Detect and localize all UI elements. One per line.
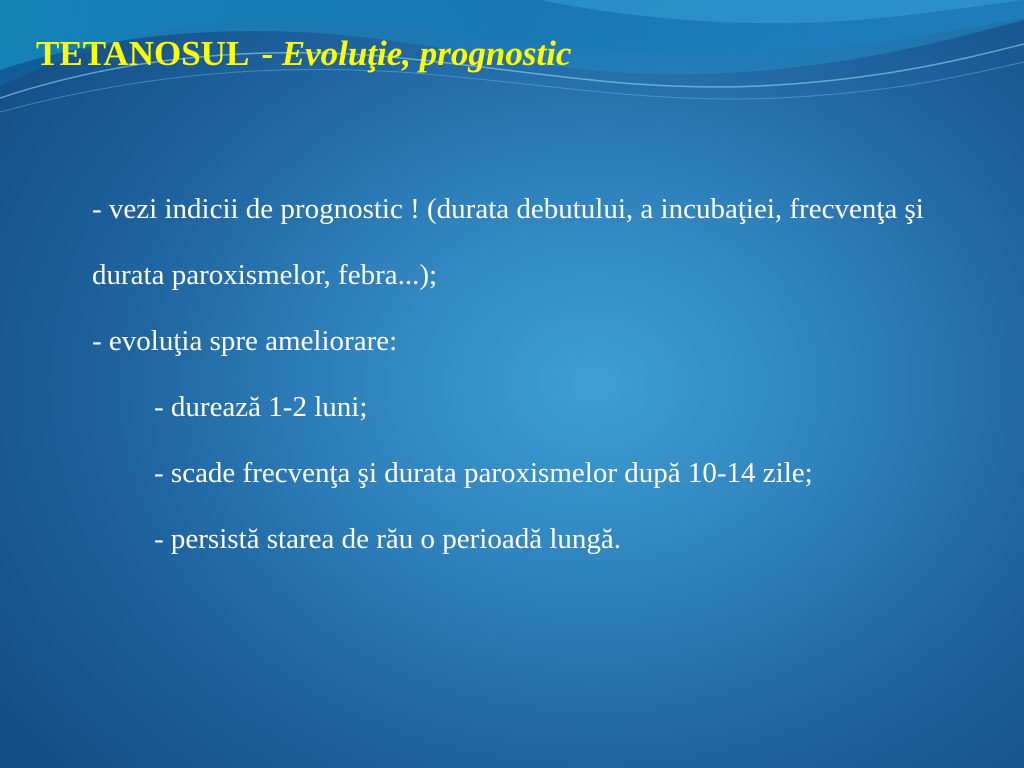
sub-bullet-duration: - durează 1-2 luni; [154,391,368,423]
title-main: TETANOSUL [36,34,250,73]
bullet-prognostic-indices: - vezi indicii de prognostic ! (durata debutului, a incubaţiei, frecvenţa şi durata paroxismelor, febra...); [92,193,924,291]
title-separator: - [261,34,273,73]
title-subtitle: Evoluţie, prognostic [281,34,572,73]
slide-content [92,176,992,572]
sub-bullet-frequency: - scade frecvenţa şi durata paroxismelor după 10-14 zile; [154,457,813,489]
bullet-evolution: - evoluţia spre ameliorare: [92,325,398,357]
slide-title [36,36,571,71]
sub-bullet-malaise: - persistă starea de rău o perioadă lungă. [154,523,622,555]
